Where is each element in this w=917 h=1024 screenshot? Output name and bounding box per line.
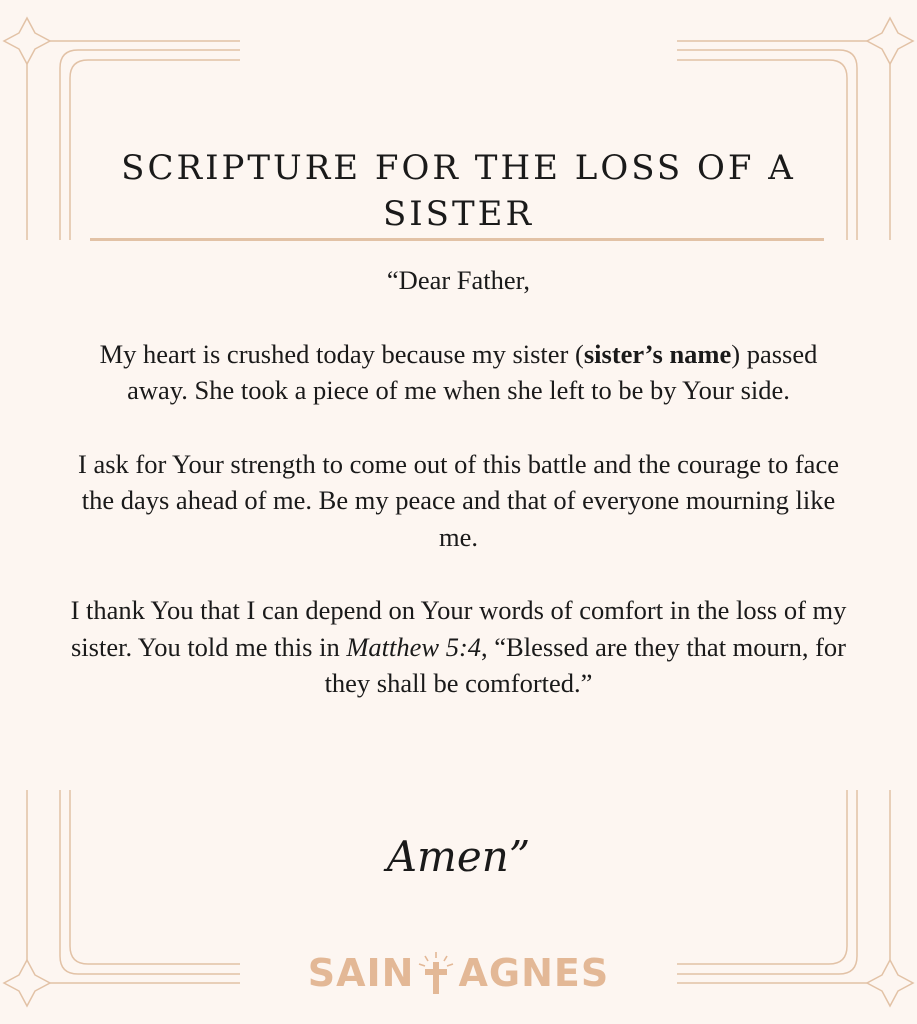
title-line-1: SCRIPTURE FOR THE LOSS OF A [121,147,796,188]
scripture-reference: Matthew 5:4 [346,631,482,662]
cross-icon [416,950,456,996]
prayer-greeting: “Dear Father, [386,265,531,295]
p1-placeholder-bold: sister’s name [583,338,732,369]
p3-text-after: , “Blessed are they that mourn, for they shall be comforted.” [324,631,847,698]
p3-text-before: I thank You that I can depend on Your words of comfort in the loss of my sister. You told me this in [70,595,847,662]
title-divider [90,238,824,241]
brand-logo [0,950,917,996]
page-title [0,145,917,237]
logo-text-left: SAIN [307,951,415,995]
prayer-paragraph-1 [70,336,847,409]
prayer-closing: Amen” [386,832,531,881]
prayer-paragraph-3 [70,592,847,702]
logo-text-right: AGNES [458,951,610,995]
prayer-text [70,262,847,739]
p1-text-before: My heart is crushed today because my sister ( [99,338,584,369]
title-line-2: SISTER [382,193,535,234]
prayer-paragraph-2: I ask for Your strength to come out of this battle and the courage to face the days ahead of me. Be my peace and that of everyone mourning like me. [78,448,839,552]
p1-text-after: ) passed away. She took a piece of me when she left to be by Your side. [127,338,818,405]
